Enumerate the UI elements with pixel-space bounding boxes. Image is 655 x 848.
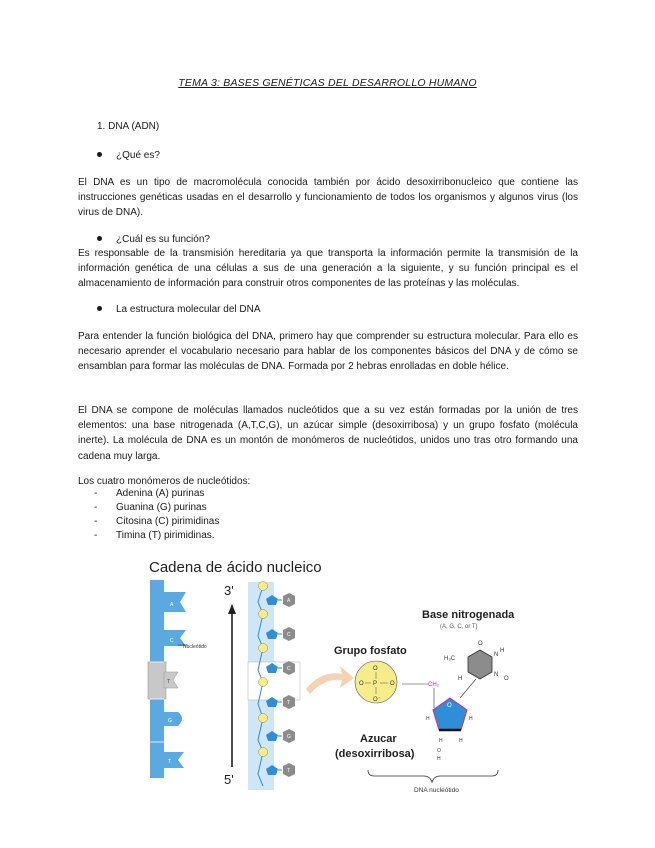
bullet-que-es-label: ¿Qué es? bbox=[116, 150, 160, 161]
svg-text:H: H bbox=[459, 738, 463, 744]
sugar-title: Azucar bbox=[360, 733, 397, 745]
svg-text:T: T bbox=[167, 679, 171, 685]
bullet-funcion bbox=[97, 234, 210, 245]
monomers-intro: Los cuatro monómeros de nucleótidos: bbox=[78, 476, 251, 487]
label-3-prime: 3' bbox=[224, 583, 234, 598]
section-heading-dna: 1. DNA (ADN) bbox=[97, 121, 160, 132]
svg-text:H: H bbox=[500, 648, 505, 654]
svg-text:P: P bbox=[373, 681, 378, 687]
ch2-label: CH₂ bbox=[428, 682, 439, 688]
page-title: TEMA 3: BASES GENÉTICAS DEL DESARROLLO HUMANO bbox=[178, 77, 477, 89]
nitrogenous-base-structure bbox=[444, 641, 509, 682]
svg-text:C: C bbox=[170, 638, 174, 644]
svg-text:H: H bbox=[458, 676, 463, 682]
phosphate-group-title: Grupo fosfato bbox=[334, 645, 407, 657]
list-item: - Timina (T) pirimidinas. bbox=[94, 530, 215, 541]
bullet-estructura bbox=[97, 304, 261, 315]
svg-text:O: O bbox=[390, 681, 395, 687]
sugar-structure bbox=[426, 698, 473, 762]
svg-text:O: O bbox=[504, 676, 509, 682]
base-title: Base nitrogenada bbox=[422, 609, 515, 621]
svg-text:N: N bbox=[494, 652, 499, 658]
base-subtitle: (A, G, C, or T) bbox=[440, 624, 478, 630]
svg-text:T: T bbox=[287, 700, 291, 706]
svg-text:A: A bbox=[287, 598, 291, 604]
svg-text:N: N bbox=[494, 672, 499, 678]
phosphate-circle bbox=[259, 748, 268, 757]
left-strand-strip bbox=[148, 580, 207, 778]
strip-base-tab bbox=[164, 712, 182, 726]
phosphate-group bbox=[355, 661, 397, 703]
phosphate-circle bbox=[259, 644, 268, 653]
svg-text:G: G bbox=[168, 718, 172, 724]
strip-base-tab bbox=[164, 752, 184, 768]
svg-text:O: O bbox=[447, 703, 452, 709]
svg-text:H: H bbox=[469, 716, 473, 722]
svg-text:O: O bbox=[437, 748, 441, 754]
bullet-estructura-label: La estructura molecular del DNA bbox=[116, 304, 261, 315]
svg-text:H: H bbox=[437, 756, 441, 762]
svg-text:G: G bbox=[287, 734, 291, 740]
bullet-que-es bbox=[97, 150, 160, 161]
bullet-funcion-label: ¿Cuál es su función? bbox=[116, 234, 210, 245]
svg-text:O: O bbox=[373, 666, 378, 672]
label-5-prime: 5' bbox=[224, 772, 234, 787]
svg-text:O: O bbox=[478, 641, 483, 647]
sugar-subtitle: (desoxirribosa) bbox=[335, 748, 415, 760]
list-item: - Guanina (G) purinas bbox=[94, 502, 207, 513]
nucleotide-chain bbox=[248, 582, 300, 791]
svg-text:C: C bbox=[287, 632, 291, 638]
highlighted-nucleotide bbox=[148, 662, 166, 699]
nucleotide-label: Nucleótido bbox=[183, 644, 207, 650]
list-item: - Adenina (A) purinas bbox=[94, 488, 205, 499]
phosphate-circle bbox=[259, 714, 268, 723]
paragraph-estructura-2: El DNA se compone de moléculas llamados nucleótidos que a su vez están formadas por la unión de tres elementos: una base nitrogenada (A,T,C,G), un azúcar simple (desoxirribosa) y un grupo fosfato (molécula inerte). La molécula de DNA es un montón de monómeros de nucleótidos, unidos uno tras otro formando una cadena muy larga. bbox=[78, 405, 578, 462]
strip-base-tab bbox=[164, 592, 186, 612]
paragraph-que-es: El DNA es un tipo de macromolécula conocida también por ácido desoxirribonucleico que contiene las instrucciones genéticas usadas en el desarrollo y funcionamiento de todos los organismos y algunos virus (los virus de DNA). bbox=[78, 177, 578, 219]
nucleotide-brace bbox=[368, 770, 498, 782]
svg-text:A: A bbox=[170, 602, 174, 608]
paragraph-estructura-1: Para entender la función biológica del DNA, primero hay que comprender su estructura molecular. Para ello es necesario aprender el vocabulario necesario para hablar de los componentes básicos del DNA y de cómo se ensamblan para formar las moléculas de DNA. Formada por 2 hebras enrolladas en doble hélice. bbox=[78, 331, 578, 373]
svg-text:H₃C: H₃C bbox=[444, 656, 456, 662]
svg-text:T: T bbox=[287, 768, 291, 774]
paragraph-funcion: Es responsable de la transmisión hereditaria ya que transporta la información permite la transmisión de la información genética de una células a sus de una generación a la siguiente, y su función principal es el almacenamiento de información para construir otros componentes de las proteínas y las moléculas. bbox=[78, 248, 578, 290]
svg-text:C: C bbox=[287, 666, 291, 672]
svg-text:T: T bbox=[168, 759, 172, 765]
phosphate-circle bbox=[259, 610, 268, 619]
svg-text:H: H bbox=[439, 738, 443, 744]
figure-title: Cadena de ácido nucleico bbox=[149, 559, 322, 576]
zoom-arrow bbox=[306, 666, 354, 694]
svg-text:O: O bbox=[359, 681, 364, 687]
phosphate-circle bbox=[259, 678, 268, 687]
nucleic-acid-figure bbox=[140, 552, 540, 802]
phosphate-circle bbox=[259, 582, 268, 591]
nucleotide-caption: DNA nucleótido bbox=[414, 787, 459, 794]
svg-text:O⁻: O⁻ bbox=[373, 697, 381, 703]
svg-text:H: H bbox=[426, 716, 430, 722]
list-item: - Citosina (C) pirimidinas bbox=[94, 516, 220, 527]
